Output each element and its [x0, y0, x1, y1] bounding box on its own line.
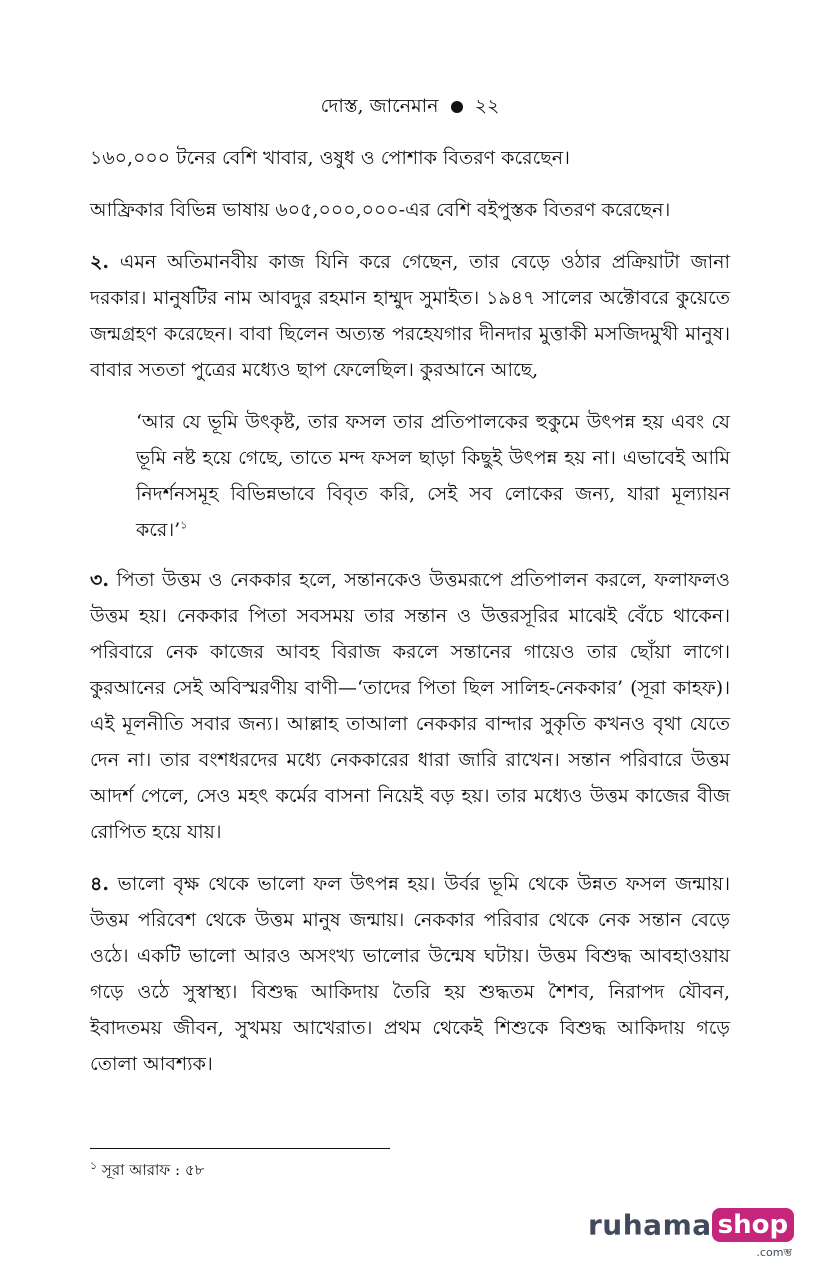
page-number: ২২: [474, 95, 500, 117]
running-head: [90, 92, 730, 120]
paragraph-text: পিতা উত্তম ও নেককার হলে, সন্তানকেও উত্তমরূপে প্রতিপালন করলে, ফলাফলও উত্তম হয়। নেককার পিতা সবসময় তার সন্তান ও উত্তরসূরির মাঝেই বেঁচে থাকেন। পরিবারে নেক কাজের আবহ বিরাজ করলে সন্তানের গায়েও তার ছোঁয়া লাগে। কুরআনের সেই অবিস্মরণীয় বাণী—‘তাদের পিতা ছিল সালিহ-নেককার’ (সূরা কাহফ)। এই মূলনীতি সবার জন্য। আল্লাহ তাআলা নেককার বান্দার সুকৃতি কখনও বৃথা যেতে দেন না। তার বংশধরদের মধ্যে নেককারের ধারা জারি রাখেন। সন্তান পরিবারে উত্তম আদর্শ পেলে, সেও মহৎ কর্মের বাসনা নিয়েই বড় হয়। তার মধ্যেও উত্তম কাজের বীজ রোপিত হয়ে যায়।: [90, 569, 730, 843]
paragraph-2: আফ্রিকার বিভিন্ন ভাষায় ৬০৫,০০০,০০০-এর বেশি বইপুস্তক বিতরণ করেছেন।: [90, 199, 671, 221]
logo-badge: shop: [712, 1208, 794, 1242]
paragraph-number: ২.: [90, 251, 109, 273]
quote-text: ‘আর যে ভূমি উৎকৃষ্ট, তার ফসল তার প্রতিপালকের হুকুমে উৎপন্ন হয় এবং যে ভূমি নষ্ট হয়ে গেছে, তাতে মন্দ ফসল ছাড়া কিছুই উৎপন্ন হয় না। এভাবেই আমি নিদর্শনসমূহ বিভিন্নভাবে বিবৃত করি, সেই সব লোকের জন্য, যারা মূল্যায়ন করে।’: [136, 411, 730, 541]
logo-domain: .comম্ভ: [756, 1246, 793, 1259]
paragraph-1: ১৬০,০০০ টনের বেশি খাবার, ওষুধ ও পোশাক বিতরণ করেছেন।: [90, 147, 570, 169]
bullet-icon: [451, 101, 463, 113]
paragraph-text: এমন অতিমানবীয় কাজ যিনি করে গেছেন, তার বেড়ে ওঠার প্রক্রিয়াটা জানা দরকার। মানুষটির নাম আবদুর রহমান হাম্মুদ সুমাইত। ১৯৪৭ সালের অক্টোবরে কুয়েতে জন্মগ্রহণ করেছেন। বাবা ছিলেন অত্যন্ত পরহেযগার দীনদার মুত্তাকী মসজিদমুখী মানুষ। বাবার সততা পুত্রের মধ্যেও ছাপ ফেলেছিল। কুরআনে আছে,: [90, 251, 730, 381]
paragraph-4: [90, 562, 730, 850]
paragraph-5: [90, 866, 730, 1082]
footnote-divider: [90, 1148, 390, 1149]
paragraph-3: [90, 244, 730, 388]
footnote-reference: ১: [180, 518, 188, 532]
book-title: দোস্ত, জানেমান: [320, 95, 439, 117]
body-text: [90, 140, 730, 1098]
logo-wordmark: ruhama: [588, 1208, 712, 1242]
paragraph-number: ৪.: [90, 873, 109, 895]
footnote: [90, 1158, 204, 1182]
footnote-text: সূরা আরাফ : ৫৮: [101, 1161, 205, 1179]
publisher-logo: [588, 1208, 794, 1259]
paragraph-number: ৩.: [90, 569, 109, 591]
footnote-marker: ১: [90, 1159, 98, 1172]
paragraph-text: ভালো বৃক্ষ থেকে ভালো ফল উৎপন্ন হয়। উর্বর ভূমি থেকে উন্নত ফসল জন্মায়। উত্তম পরিবেশ থেকে উত্তম মানুষ জন্মায়। নেককার পরিবার থেকে নেক সন্তান বেড়ে ওঠে। একটি ভালো আরও অসংখ্য ভালোর উন্মেষ ঘটায়। উত্তম বিশুদ্ধ আবহাওয়ায় গড়ে ওঠে সুস্বাস্থ্য। বিশুদ্ধ আকিদায় তৈরি হয় শুদ্ধতম শৈশব, নিরাপদ যৌবন, ইবাদতময় জীবন, সুখময় আখেরাত। প্রথম থেকেই শিশুকে বিশুদ্ধ আকিদায় গড়ে তোলা আবশ্যক।: [90, 873, 730, 1075]
quran-quote: [90, 404, 730, 548]
